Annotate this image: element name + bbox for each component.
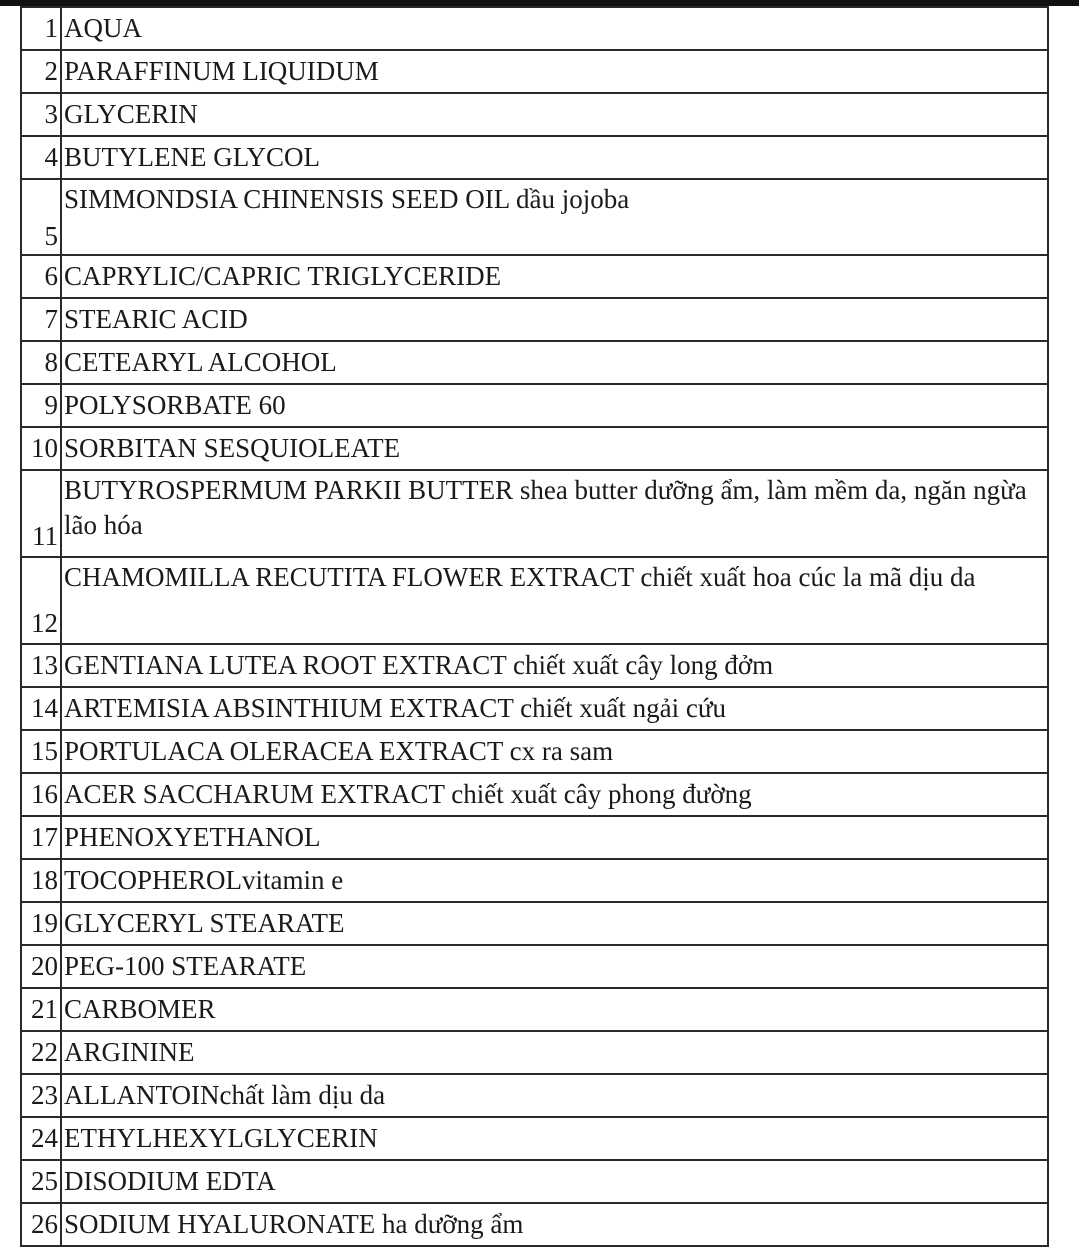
ingredient-table-wrapper [20,6,1049,1247]
table-row [21,255,1048,298]
ingredient-name: SORBITAN SESQUIOLEATE [61,427,1048,470]
ingredient-name: GENTIANA LUTEA ROOT EXTRACT chiết xuất cây long đởm [61,644,1048,687]
ingredient-name: CETEARYL ALCOHOL [61,341,1048,384]
table-row [21,136,1048,179]
row-number: 5 [21,179,61,255]
row-number: 18 [21,859,61,902]
table-row [21,945,1048,988]
ingredient-name: ARTEMISIA ABSINTHIUM EXTRACT chiết xuất ngải cứu [61,687,1048,730]
ingredient-name: PORTULACA OLERACEA EXTRACT cx ra sam [61,730,1048,773]
ingredient-name: SODIUM HYALURONATE ha dưỡng ẩm [61,1203,1048,1246]
table-row [21,179,1048,255]
ingredient-name: BUTYROSPERMUM PARKII BUTTER shea butter dưỡng ẩm, làm mềm da, ngăn ngừa lão hóa [61,470,1048,557]
row-number: 6 [21,255,61,298]
row-number: 17 [21,816,61,859]
row-number: 11 [21,470,61,557]
row-number: 21 [21,988,61,1031]
table-row [21,730,1048,773]
ingredient-name: ARGININE [61,1031,1048,1074]
row-number: 9 [21,384,61,427]
table-row [21,773,1048,816]
row-number: 10 [21,427,61,470]
ingredient-name: BUTYLENE GLYCOL [61,136,1048,179]
row-number: 4 [21,136,61,179]
table-row [21,298,1048,341]
ingredient-name: DISODIUM EDTA [61,1160,1048,1203]
row-number: 13 [21,644,61,687]
table-row [21,1074,1048,1117]
row-number: 25 [21,1160,61,1203]
table-row [21,427,1048,470]
row-number: 22 [21,1031,61,1074]
ingredient-name: ETHYLHEXYLGLYCERIN [61,1117,1048,1160]
table-row [21,384,1048,427]
table-row [21,1160,1048,1203]
table-row [21,557,1048,644]
row-number: 24 [21,1117,61,1160]
ingredient-name: AQUA [61,7,1048,50]
table-row [21,902,1048,945]
row-number: 1 [21,7,61,50]
table-row [21,93,1048,136]
table-row [21,1117,1048,1160]
row-number: 12 [21,557,61,644]
ingredient-name: GLYCERIN [61,93,1048,136]
ingredient-name: CHAMOMILLA RECUTITA FLOWER EXTRACT chiết xuất hoa cúc la mã dịu da [61,557,1048,644]
left-margin [0,6,21,1224]
ingredient-name: CAPRYLIC/CAPRIC TRIGLYCERIDE [61,255,1048,298]
row-number: 14 [21,687,61,730]
ingredient-name: CARBOMER [61,988,1048,1031]
ingredient-name: GLYCERYL STEARATE [61,902,1048,945]
ingredient-table [20,6,1049,1247]
row-number: 7 [21,298,61,341]
row-number: 2 [21,50,61,93]
ingredient-name: SIMMONDSIA CHINENSIS SEED OIL dầu jojoba [61,179,1048,255]
ingredient-name: POLYSORBATE 60 [61,384,1048,427]
table-row [21,644,1048,687]
table-row [21,50,1048,93]
table-row [21,1031,1048,1074]
ingredient-name: STEARIC ACID [61,298,1048,341]
ingredient-name: PEG-100 STEARATE [61,945,1048,988]
row-number: 19 [21,902,61,945]
table-row [21,816,1048,859]
row-number: 26 [21,1203,61,1246]
row-number: 3 [21,93,61,136]
row-number: 15 [21,730,61,773]
ingredient-name: TOCOPHEROLvitamin e [61,859,1048,902]
table-row [21,1203,1048,1246]
table-row [21,988,1048,1031]
table-row [21,7,1048,50]
row-number: 8 [21,341,61,384]
row-number: 16 [21,773,61,816]
table-row [21,341,1048,384]
table-row [21,687,1048,730]
row-number: 23 [21,1074,61,1117]
row-number: 20 [21,945,61,988]
ingredient-name: PHENOXYETHANOL [61,816,1048,859]
ingredient-name: ALLANTOINchất làm dịu da [61,1074,1048,1117]
ingredient-name: PARAFFINUM LIQUIDUM [61,50,1048,93]
table-row [21,470,1048,557]
ingredient-name: ACER SACCHARUM EXTRACT chiết xuất cây phong đường [61,773,1048,816]
table-row [21,859,1048,902]
